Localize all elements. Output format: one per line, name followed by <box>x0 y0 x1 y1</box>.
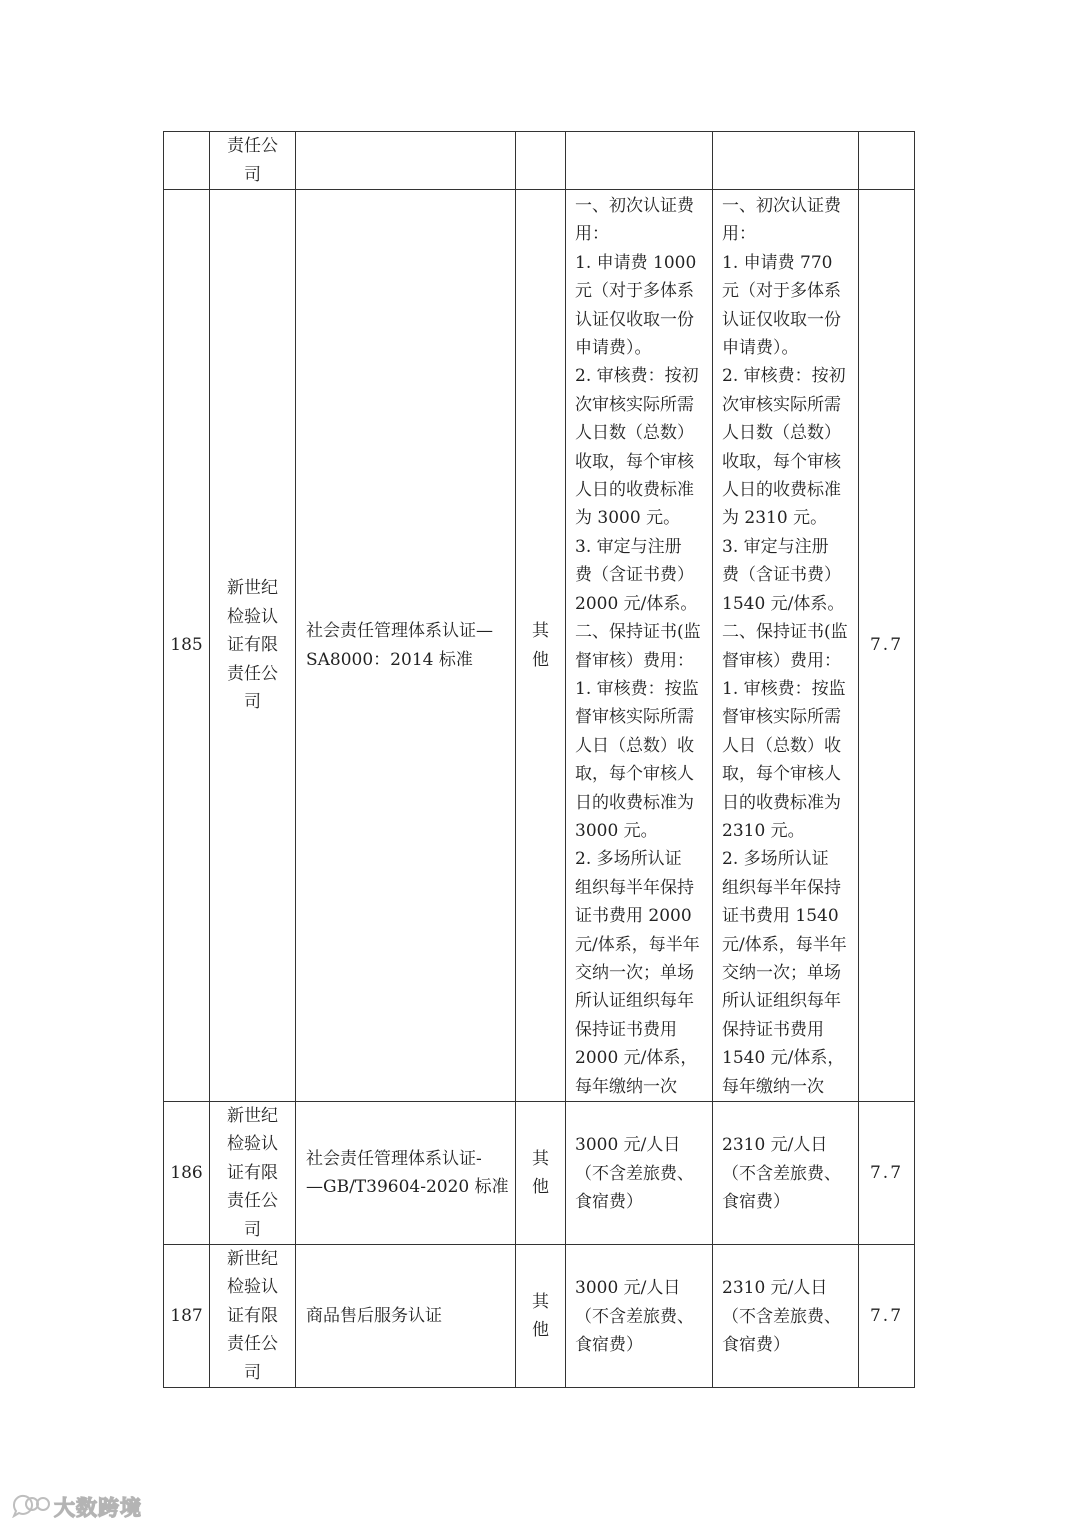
cell-line: 人日（总数）收 <box>575 735 694 756</box>
cell-line: 用： <box>575 224 609 245</box>
cell-line: （不含差旅费、 <box>722 1163 841 1184</box>
cell-line: 司 <box>244 1219 261 1240</box>
cell-line: 收取，每个审核 <box>722 451 841 472</box>
cell-line: 2000 元/体系。 <box>575 593 698 614</box>
type-cell <box>516 1245 566 1388</box>
cell-line: 司 <box>244 1362 261 1383</box>
cell-line: 人日数（总数） <box>722 423 841 444</box>
cell-line: 食宿费） <box>722 1335 790 1356</box>
cell-line: 他 <box>532 649 549 670</box>
cell-line: 检验认 <box>227 1277 278 1298</box>
cell-line: 元/体系，每半年 <box>722 934 847 955</box>
cell-line: （不含差旅费、 <box>575 1306 694 1327</box>
cell-line: 1. 审核费：按监 <box>722 678 846 699</box>
cell-line: （不含差旅费、 <box>575 1163 694 1184</box>
cell-line: 2. 审核费：按初 <box>575 366 699 387</box>
cell-line: 元（对于多体系 <box>575 281 694 302</box>
cell-line: 人日（总数）收 <box>722 735 841 756</box>
cell-line: 3. 审定与注册 <box>575 536 682 557</box>
cell-line: 二、保持证书(监 <box>722 622 848 643</box>
cell-line: 2310 元/人日 <box>722 1278 828 1299</box>
cell-line: 1540 元/体系， <box>722 1048 845 1069</box>
table-row <box>164 1102 915 1245</box>
reduced-fee-cell <box>713 1245 859 1388</box>
cell-line: 所认证组织每年 <box>575 991 694 1012</box>
reduced-fee-cell <box>713 132 859 190</box>
discount-cell <box>859 132 915 190</box>
cell-line: 证有限 <box>227 1162 278 1183</box>
cell-line: 督审核）费用： <box>575 650 694 671</box>
reduced-fee-cell <box>713 1102 859 1245</box>
cell-line: 食宿费） <box>575 1335 643 1356</box>
cell-line: 申请费）。 <box>722 338 799 359</box>
cell-line: —GB/T39604-2020 标准 <box>306 1177 509 1198</box>
standard-fee-cell <box>566 190 713 1102</box>
cell-line: 督审核实际所需 <box>575 707 694 728</box>
type-cell <box>516 1102 566 1245</box>
cell-line: 责任公 <box>227 1334 278 1355</box>
cell-line: 社会责任管理体系认证— <box>306 621 493 642</box>
cell-line: 取，每个审核人 <box>722 764 841 785</box>
cell-line: 2. 多场所认证 <box>575 849 682 870</box>
cell-line: 一、初次认证费 <box>722 196 841 216</box>
cell-line: 交纳一次；单场 <box>575 962 694 983</box>
row-number-cell: 185 <box>164 190 210 1102</box>
cell-line: 日的收费标准为 <box>722 792 841 813</box>
cell-line: 收取，每个审核 <box>575 451 694 472</box>
cell-line: 申请费）。 <box>575 338 652 359</box>
standard-fee-cell <box>566 132 713 190</box>
cell-line: 证书费用 2000 <box>575 906 692 927</box>
cell-line: 食宿费） <box>722 1192 790 1213</box>
row-number-cell: 186 <box>164 1102 210 1245</box>
cell-line: 认证仅收取一份 <box>575 309 694 330</box>
cell-line: 1. 申请费 1000 <box>575 252 697 273</box>
type-cell <box>516 190 566 1102</box>
cell-line: 保持证书费用 <box>575 1019 677 1040</box>
cell-line: 保持证书费用 <box>722 1019 824 1040</box>
cell-line: 人日的收费标准 <box>722 480 841 501</box>
discount-cell: 7.7 <box>859 190 915 1102</box>
item-cell <box>296 132 516 190</box>
cell-line: 所认证组织每年 <box>722 991 841 1012</box>
type-cell <box>516 132 566 190</box>
reduced-fee-cell <box>713 190 859 1102</box>
cell-line: 其 <box>532 621 549 642</box>
cell-line: 责任公 <box>227 1191 278 1212</box>
cell-line: 次审核实际所需 <box>575 394 694 415</box>
cell-line: 组织每半年保持 <box>575 877 694 898</box>
cell-line: 责任公 <box>227 663 278 684</box>
cell-line: 人日数（总数） <box>575 423 694 444</box>
discount-cell: 7.7 <box>859 1245 915 1388</box>
cell-line: 司 <box>244 692 261 713</box>
cell-line: 为 2310 元。 <box>722 508 828 529</box>
cell-line: 1540 元/体系。 <box>722 593 845 614</box>
cell-line: 1. 审核费：按监 <box>575 678 699 699</box>
fee-table-body <box>164 132 915 1388</box>
cell-line: 认证仅收取一份 <box>722 309 841 330</box>
cell-line: 3. 审定与注册 <box>722 536 829 557</box>
cell-line: 日的收费标准为 <box>575 792 694 813</box>
table-row <box>164 190 915 1102</box>
company-cell <box>210 1102 296 1245</box>
item-cell <box>296 190 516 1102</box>
cell-line: 2000 元/体系， <box>575 1048 698 1069</box>
cell-line: 责任公 <box>227 136 278 157</box>
cell-line: 证有限 <box>227 635 278 656</box>
cell-line: 一、初次认证费 <box>575 196 694 216</box>
cell-line: 次审核实际所需 <box>722 394 841 415</box>
cell-line: 社会责任管理体系认证- <box>306 1148 482 1169</box>
cell-line: 取，每个审核人 <box>575 764 694 785</box>
fee-table <box>163 131 915 1388</box>
watermark-text: 大数跨境 <box>54 1496 142 1520</box>
watermark <box>10 1492 142 1522</box>
cell-line: 2310 元。 <box>722 820 805 841</box>
cell-line: 3000 元/人日 <box>575 1135 681 1156</box>
cell-line: 组织每半年保持 <box>722 877 841 898</box>
cell-line: 元/体系，每半年 <box>575 934 700 955</box>
cell-line: 检验认 <box>227 606 278 627</box>
cell-line: 为 3000 元。 <box>575 508 681 529</box>
cell-line: 交纳一次；单场 <box>722 962 841 983</box>
chat-bubble-logo-icon <box>10 1492 50 1522</box>
cell-line: 督审核）费用： <box>722 650 841 671</box>
cell-line: 证书费用 1540 <box>722 906 839 927</box>
cell-line: 2310 元/人日 <box>722 1135 828 1156</box>
cell-line: 其 <box>532 1291 549 1312</box>
cell-line: 3000 元。 <box>575 820 658 841</box>
cell-line: （不含差旅费、 <box>722 1306 841 1327</box>
table-row <box>164 132 915 190</box>
cell-line: 食宿费） <box>575 1192 643 1213</box>
company-cell <box>210 132 296 190</box>
cell-line: 每年缴纳一次 <box>722 1076 824 1097</box>
cell-line: 证有限 <box>227 1305 278 1326</box>
cell-line: 3000 元/人日 <box>575 1278 681 1299</box>
cell-line: 人日的收费标准 <box>575 480 694 501</box>
cell-line: 他 <box>532 1177 549 1198</box>
cell-line: 检验认 <box>227 1134 278 1155</box>
row-number-cell <box>164 132 210 190</box>
cell-line: 新世纪 <box>227 1106 278 1126</box>
item-cell <box>296 1102 516 1245</box>
cell-line: 新世纪 <box>227 1249 278 1270</box>
cell-line: 费（含证书费） <box>722 565 841 586</box>
standard-fee-cell <box>566 1245 713 1388</box>
cell-line: 用： <box>722 224 756 245</box>
cell-line: 商品售后服务认证 <box>306 1305 442 1326</box>
cell-line: SA8000：2014 标准 <box>306 649 473 670</box>
cell-line: 元（对于多体系 <box>722 281 841 302</box>
company-cell <box>210 1245 296 1388</box>
standard-fee-cell <box>566 1102 713 1245</box>
item-cell <box>296 1245 516 1388</box>
cell-line: 督审核实际所需 <box>722 707 841 728</box>
cell-line: 每年缴纳一次 <box>575 1076 677 1097</box>
cell-line: 1. 申请费 770 <box>722 252 833 273</box>
cell-line: 2. 审核费：按初 <box>722 366 846 387</box>
row-number-cell: 187 <box>164 1245 210 1388</box>
cell-line: 新世纪 <box>227 578 278 599</box>
table-row <box>164 1245 915 1388</box>
cell-line: 其 <box>532 1148 549 1169</box>
cell-line: 他 <box>532 1320 549 1341</box>
cell-line: 费（含证书费） <box>575 565 694 586</box>
cell-line: 二、保持证书(监 <box>575 622 701 643</box>
company-cell <box>210 190 296 1102</box>
discount-cell: 7.7 <box>859 1102 915 1245</box>
cell-line: 2. 多场所认证 <box>722 849 829 870</box>
cell-line: 司 <box>244 164 261 185</box>
